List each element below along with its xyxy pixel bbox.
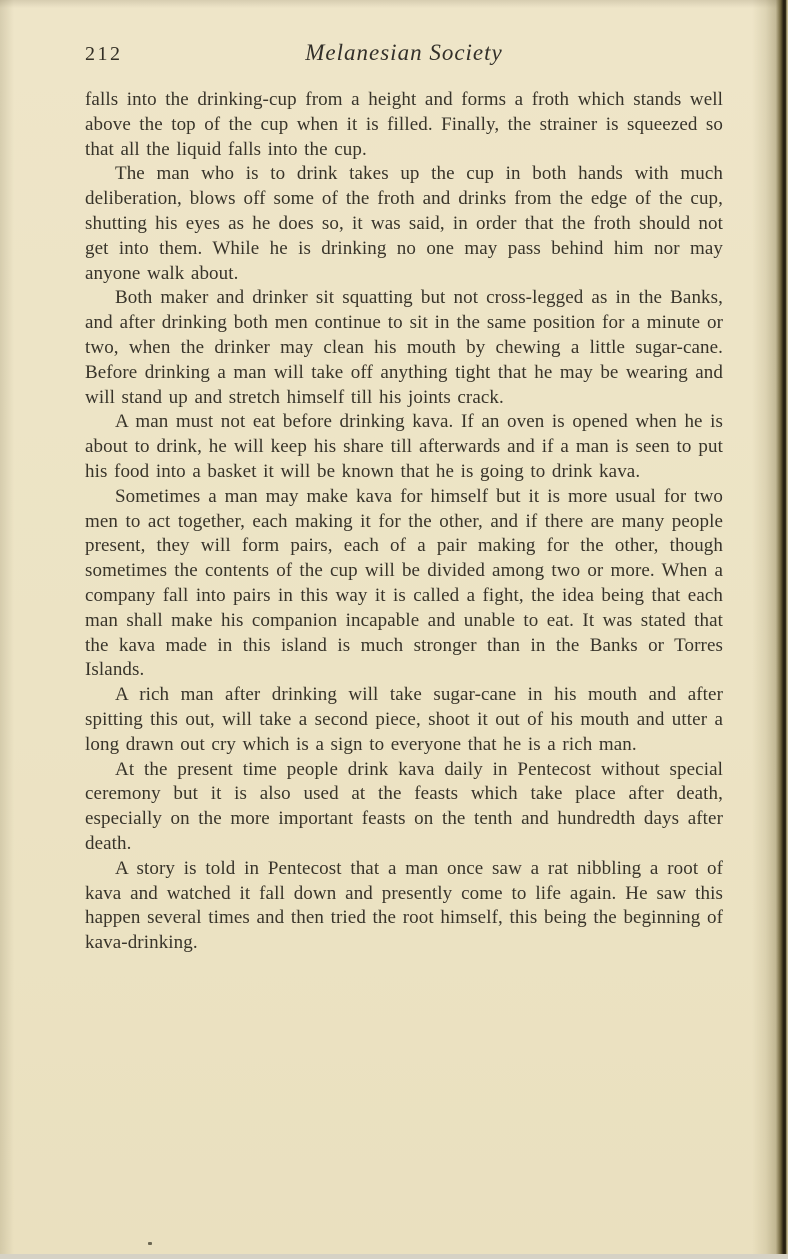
paragraph: A story is told in Pentecost that a man once saw a rat nibbling a root of kava and watched it fall down and presently come to life again. He saw this happen several times and then tried the root himself, this being the beginning of kava-drinking. [85,857,723,954]
paragraph: falls into the drinking-cup from a height and forms a froth which stands well above the top of the cup when it is filled. Finally, the strainer is squeezed so that all the liquid falls into the cup. [85,89,723,160]
paragraph: At the present time people drink kava daily in Pentecost without special ceremony but it is also used at the feasts which take place after death, especially on the more important feasts on the tenth and hundredth days after death. [85,758,723,854]
paragraph: Both maker and drinker sit squatting but not cross-legged as in the Banks, and after drinking both men continue to sit in the same position for a minute or two, when the drinker may clean his mouth by chewing a little sugar-cane. Before drinking a man will take off anything tight that he may be wearing and will stand up and stretch himself till his joints crack. [85,287,723,408]
paragraph: The man who is to drink takes up the cup in both hands with much deliberation, blows off some of the froth and drinks from the edge of the cup, shutting his eyes as he does so, it was said, in order that the froth should not get into them. While he is drinking no one may pass behind him nor may anyone walk about. [85,163,723,284]
paragraph: A rich man after drinking will take sugar-cane in his mouth and after spitting this out, will take a second piece, shoot it out of his mouth and utter a long drawn out cry which is a sign to everyone that he is a rich man. [85,684,723,755]
paper-top-shading [0,0,788,8]
body-text [85,88,723,956]
running-title: Melanesian Society [305,40,503,65]
paper-left-shading [0,0,14,1259]
page-edge-shadow [752,0,788,1259]
running-header [85,40,723,70]
page-number: 212 [85,43,123,65]
paragraph: A man must not eat before drinking kava. If an oven is opened when he is about to drink, he will keep his share till afterwards and if a man is seen to put his food into a basket it will be known that he is going to drink kava. [85,411,723,482]
ink-speck [148,1242,152,1245]
paragraph: Sometimes a man may make kava for himself but it is more usual for two men to act together, each making it for the other, and if there are many people present, they will form pairs, each of a pair making for the other, though sometimes the contents of the cup will be divided among two or more. When a company fall into pairs in this way it is called a fight, the idea being that each man shall make his companion incapable and unable to eat. It was stated that the kava made in this island is much stronger than in the Banks or Torres Islands. [85,485,723,681]
scan-bottom-edge [0,1254,788,1259]
